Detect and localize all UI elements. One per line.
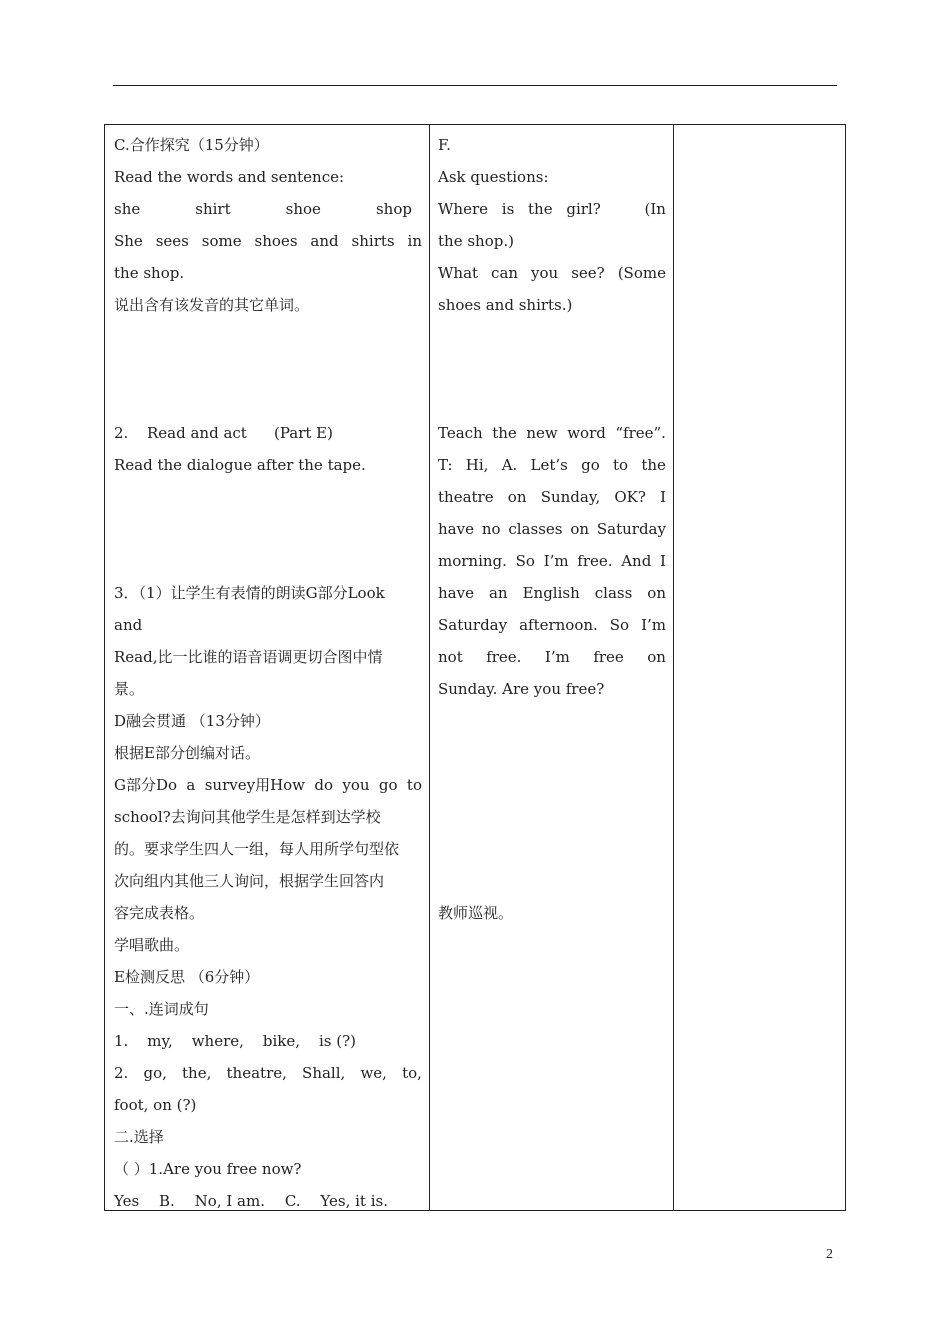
option: Yes	[114, 1192, 140, 1210]
word: girl?	[566, 200, 601, 218]
word: go	[378, 776, 398, 794]
word: And	[621, 552, 652, 570]
word: She	[114, 232, 143, 250]
word: to	[406, 776, 422, 794]
text-line: 3．（1）让学生有表情的朗读G部分Look	[114, 584, 385, 602]
word: is	[501, 200, 515, 218]
option: No, I am.	[194, 1192, 265, 1210]
word: we,	[360, 1064, 387, 1082]
word: on	[570, 520, 590, 538]
word: see?	[571, 264, 605, 282]
text-line: Ask questions:	[438, 168, 549, 186]
section-title: F.	[438, 136, 451, 154]
word: afternoon.	[519, 616, 598, 634]
word: classes	[508, 520, 563, 538]
text-line	[438, 417, 666, 449]
word: the	[528, 200, 553, 218]
word: she	[114, 200, 141, 218]
word: have	[438, 584, 474, 602]
word: word	[567, 424, 606, 442]
word: the	[492, 424, 517, 442]
text-line: 的。要求学生四人一组，每人用所学句型依	[114, 840, 400, 858]
word: the	[641, 456, 666, 474]
word: is (?)	[318, 1032, 356, 1050]
word: to	[613, 456, 629, 474]
section-title: C.合作探究（15分钟）	[114, 136, 269, 154]
word: I’m	[543, 552, 569, 570]
word: (Some	[617, 264, 666, 282]
word: go	[581, 456, 600, 474]
text-line	[438, 577, 666, 609]
word: can	[491, 264, 519, 282]
word: free.	[486, 648, 522, 666]
word: shop	[375, 200, 412, 218]
text-line: 根据E部分创编对话。	[114, 744, 260, 762]
word: T:	[438, 456, 453, 474]
word: Hi,	[465, 456, 489, 474]
word: new	[526, 424, 558, 442]
text-line: 说出含有该发音的其它单词。	[114, 296, 310, 314]
exercise-item	[114, 1057, 422, 1089]
word: What	[438, 264, 479, 282]
word: I’m	[544, 648, 570, 666]
word: no	[481, 520, 501, 538]
word: free	[593, 648, 624, 666]
word: Where	[438, 200, 489, 218]
word: an	[488, 584, 508, 602]
word: 2.	[114, 1064, 129, 1082]
lesson-table	[104, 124, 846, 1211]
word: 1.	[114, 1032, 129, 1050]
word: on	[647, 648, 666, 666]
sentence-line	[114, 225, 422, 257]
word: shirt	[195, 200, 231, 218]
text-line: Sunday. Are you free?	[438, 680, 605, 698]
step-number: 2.	[114, 424, 129, 442]
word: sees	[155, 232, 189, 250]
option: B.	[159, 1192, 175, 1210]
exercise-question: （ ）1.Are you free now?	[114, 1160, 302, 1178]
text-line: the shop.	[114, 264, 185, 282]
word: my,	[147, 1032, 173, 1050]
word: I	[660, 552, 666, 570]
text-line	[438, 193, 666, 225]
word: shoe	[285, 200, 321, 218]
activity-column	[114, 125, 422, 1210]
word: I’m	[641, 616, 666, 634]
section-title: E检测反思 （6分钟）	[114, 968, 260, 986]
exercise-item	[114, 1025, 356, 1057]
exercise-heading: 二.选择	[114, 1128, 164, 1146]
step-title: Read and act	[147, 424, 247, 442]
page-number: 2	[826, 1247, 833, 1262]
text-line: Read,比一比谁的语音语调更切合图中情	[114, 648, 383, 666]
word: Saturday	[596, 520, 666, 538]
word: where,	[191, 1032, 244, 1050]
text-line: school?去询问其他学生是怎样到达学校	[114, 808, 381, 826]
word: on	[507, 488, 527, 506]
word: OK?	[614, 488, 646, 506]
word: free.	[577, 552, 613, 570]
column-divider	[429, 125, 430, 1210]
word-list	[114, 193, 412, 225]
header-rule	[113, 85, 837, 86]
section-title	[114, 417, 354, 449]
text-line	[438, 641, 666, 673]
text-line	[438, 481, 666, 513]
word: Shall,	[302, 1064, 346, 1082]
word: shirts	[351, 232, 395, 250]
text-line: Read the dialogue after the tape.	[114, 456, 366, 474]
word: class	[594, 584, 633, 602]
word: bike,	[262, 1032, 300, 1050]
option: C.	[284, 1192, 301, 1210]
word: survey用How	[204, 776, 306, 794]
word: theatre	[438, 488, 494, 506]
word: “free”.	[615, 424, 666, 442]
word: a	[186, 776, 196, 794]
word: and	[310, 232, 339, 250]
text-line	[438, 545, 666, 577]
text-line	[114, 769, 422, 801]
word: (In	[644, 200, 666, 218]
exercise-options	[114, 1185, 388, 1217]
text-line	[438, 609, 666, 641]
text-line	[438, 257, 666, 289]
text-line: and	[114, 616, 143, 634]
word: G部分Do	[114, 776, 178, 794]
word: in	[407, 232, 422, 250]
text-line: shoes and shirts.)	[438, 296, 573, 314]
word: have	[438, 520, 474, 538]
word: shoes	[254, 232, 298, 250]
word: you	[342, 776, 370, 794]
text-line: 次向组内其他三人询问，根据学生回答内	[114, 872, 385, 890]
word: do	[314, 776, 334, 794]
exercise-item: foot, on (?)	[114, 1096, 197, 1114]
word: Teach	[438, 424, 483, 442]
text-line	[438, 513, 666, 545]
exercise-heading: 一、.连词成句	[114, 1000, 209, 1018]
text-line	[438, 449, 666, 481]
text-line: 景。	[114, 680, 145, 698]
teacher-column	[438, 125, 666, 1210]
word: to,	[402, 1064, 422, 1082]
text-line: 学唱歌曲。	[114, 936, 190, 954]
word: theatre,	[226, 1064, 287, 1082]
section-title: D融会贯通 （13分钟）	[114, 712, 270, 730]
text-line: 容完成表格。	[114, 904, 205, 922]
option: Yes, it is.	[320, 1192, 388, 1210]
text-line: Read the words and sentence:	[114, 168, 345, 186]
word: you	[531, 264, 559, 282]
notes-column	[674, 125, 845, 1210]
word: not	[438, 648, 463, 666]
word: A.	[501, 456, 518, 474]
word: some	[201, 232, 242, 250]
word: So	[609, 616, 630, 634]
word: English	[522, 584, 580, 602]
word: So	[515, 552, 535, 570]
word: go,	[143, 1064, 167, 1082]
word: morning.	[438, 552, 507, 570]
word: Saturday	[438, 616, 508, 634]
word: on	[647, 584, 666, 602]
text-line: 教师巡视。	[438, 904, 514, 922]
word: I	[660, 488, 666, 506]
word: Let’s	[530, 456, 568, 474]
word: Sunday,	[540, 488, 601, 506]
word: the,	[182, 1064, 212, 1082]
part-label: (Part E)	[274, 424, 333, 442]
text-line: the shop.)	[438, 232, 514, 250]
